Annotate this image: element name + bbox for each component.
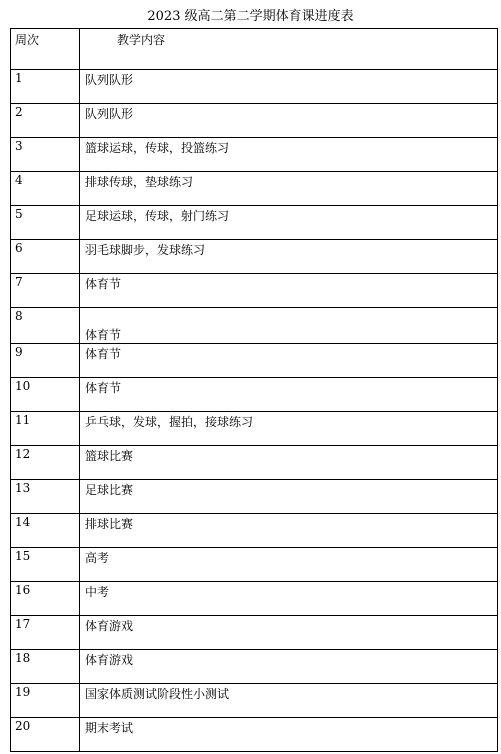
content-cell: 体育节 [80, 378, 498, 412]
content-cell: 足球比赛 [80, 480, 498, 514]
table-row [11, 104, 498, 138]
table-header-row [11, 29, 498, 70]
week-cell: 16 [11, 582, 80, 616]
table-row [11, 274, 498, 308]
table-row [11, 344, 498, 378]
table-row [11, 684, 498, 718]
table-row [11, 70, 498, 104]
content-cell: 中考 [80, 582, 498, 616]
content-cell: 高考 [80, 548, 498, 582]
week-cell: 15 [11, 548, 80, 582]
header-content: 教学内容 [80, 29, 498, 70]
content-cell: 体育游戏 [80, 616, 498, 650]
week-cell: 8 [11, 308, 80, 344]
table-row [11, 172, 498, 206]
table-row [11, 206, 498, 240]
document-title: 2023 级高二第二学期体育课进度表 [147, 9, 354, 24]
content-cell: 体育节 [80, 274, 498, 308]
content-cell: 体育节 [80, 344, 498, 378]
week-cell: 3 [11, 138, 80, 172]
week-cell: 11 [11, 412, 80, 446]
table-row [11, 378, 498, 412]
table-row [11, 582, 498, 616]
content-cell: 篮球比赛 [80, 446, 498, 480]
week-cell: 7 [11, 274, 80, 308]
content-cell: 体育节 [80, 308, 498, 344]
week-cell: 17 [11, 616, 80, 650]
content-cell: 排球传球，垫球练习 [80, 172, 498, 206]
table-row [11, 138, 498, 172]
content-cell: 羽毛球脚步，发球练习 [80, 240, 498, 274]
table-row [11, 616, 498, 650]
table-row [11, 412, 498, 446]
content-cell: 队列队形 [80, 104, 498, 138]
week-cell: 9 [11, 344, 80, 378]
week-cell: 20 [11, 718, 80, 752]
week-cell: 2 [11, 104, 80, 138]
week-cell: 18 [11, 650, 80, 684]
content-cell: 期末考试 [80, 718, 498, 752]
week-cell: 6 [11, 240, 80, 274]
table-row [11, 480, 498, 514]
table-row [11, 650, 498, 684]
content-cell: 国家体质测试阶段性小测试 [80, 684, 498, 718]
table-row [11, 446, 498, 480]
content-cell: 乒乓球，发球，握拍，接球练习 [80, 412, 498, 446]
content-cell: 排球比赛 [80, 514, 498, 548]
week-cell: 4 [11, 172, 80, 206]
week-cell: 1 [11, 70, 80, 104]
week-cell: 13 [11, 480, 80, 514]
table-row [11, 240, 498, 274]
week-cell: 19 [11, 684, 80, 718]
week-cell: 12 [11, 446, 80, 480]
week-cell: 14 [11, 514, 80, 548]
header-week: 周次 [11, 29, 80, 70]
content-cell: 篮球运球，传球，投篮练习 [80, 138, 498, 172]
week-cell: 5 [11, 206, 80, 240]
table-row [11, 718, 498, 752]
table-row [11, 514, 498, 548]
content-cell: 足球运球，传球，射门练习 [80, 206, 498, 240]
week-cell: 10 [11, 378, 80, 412]
schedule-table [10, 28, 498, 752]
table-row [11, 548, 498, 582]
table-row [11, 308, 498, 344]
content-cell: 体育游戏 [80, 650, 498, 684]
content-cell: 队列队形 [80, 70, 498, 104]
